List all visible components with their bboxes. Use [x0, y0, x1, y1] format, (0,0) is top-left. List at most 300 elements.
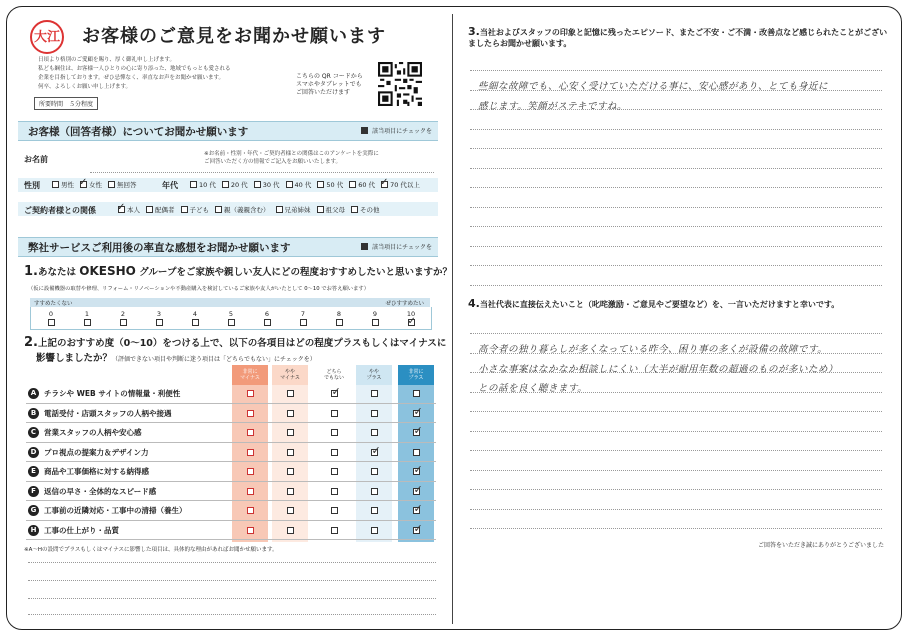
- matrix-cell[interactable]: [398, 444, 434, 462]
- checkbox[interactable]: [371, 390, 378, 397]
- age-option-label: 10 代: [199, 181, 216, 189]
- checkbox[interactable]: [331, 385, 341, 399]
- scale-number: 8: [336, 310, 342, 318]
- matrix-cell[interactable]: [398, 502, 434, 520]
- relation-option-label: 本人: [127, 206, 140, 214]
- note-line: ※お名前・性別・年代・ご契約者様との関係はこのアンケートを実際に: [204, 151, 379, 157]
- checkbox-wrap: [276, 206, 285, 214]
- checkbox[interactable]: [287, 449, 294, 456]
- gender-label: 性別: [24, 181, 40, 190]
- question-3: [468, 26, 888, 49]
- age-options: [190, 176, 426, 189]
- matrix-cell[interactable]: [316, 424, 352, 442]
- checkbox[interactable]: [371, 468, 378, 475]
- answer-line[interactable]: [470, 450, 882, 451]
- answer-line[interactable]: [470, 411, 882, 412]
- scale-number: 7: [300, 310, 306, 318]
- row-label: 商品や工事価格に対する納得感: [44, 467, 149, 476]
- checkbox[interactable]: [351, 206, 358, 213]
- checkbox[interactable]: [287, 527, 294, 534]
- checkbox-wrap: [108, 181, 117, 189]
- matrix-cell[interactable]: [272, 483, 308, 501]
- matrix-row: [26, 424, 436, 443]
- checkbox[interactable]: [247, 488, 254, 495]
- checkbox[interactable]: [371, 410, 378, 417]
- checkbox[interactable]: [287, 507, 294, 514]
- name-input-line[interactable]: [90, 172, 434, 173]
- checkbox[interactable]: [84, 319, 91, 326]
- row-label: 返信の早さ・全体的なスピード感: [44, 486, 157, 496]
- relation-label: ご契約者様との関係: [24, 206, 96, 215]
- checkbox[interactable]: [190, 181, 197, 188]
- checkbox-wrap: [181, 206, 190, 214]
- scale-number: 6: [264, 310, 270, 318]
- scale-option[interactable]: [225, 310, 237, 326]
- answer-line[interactable]: [470, 509, 882, 510]
- intro-line: 企業を目指しております。ぜひ忌憚なく、率直なお声をお聞かせ願います。: [38, 75, 225, 81]
- time-required-label: 所要時間 ５分程度: [34, 97, 98, 110]
- checkbox-wrap: [146, 206, 155, 214]
- checkbox[interactable]: [371, 527, 378, 534]
- question-number: 3.: [468, 25, 480, 38]
- q4-handwritten-answer: 小さな事案はなかなか相談しにくい（大半が耐用年数の超過のものが多いため）: [478, 364, 839, 375]
- matrix-row: [26, 463, 436, 482]
- checkbox[interactable]: [287, 410, 294, 417]
- company-seal-logo: 大江: [30, 20, 64, 54]
- relation-options: [117, 201, 386, 214]
- question-text: あなたは: [37, 267, 80, 278]
- gender-option[interactable]: [79, 176, 102, 189]
- matrix-cell[interactable]: [272, 502, 308, 520]
- checkbox[interactable]: [247, 449, 254, 456]
- checkbox[interactable]: [371, 443, 381, 457]
- row-badge: C: [28, 427, 39, 438]
- checkbox[interactable]: [413, 521, 423, 535]
- gender-option-label: 無回答: [117, 181, 137, 189]
- age-option-label: 60 代: [358, 181, 376, 189]
- qr-text-line: ご回答いただけます: [296, 89, 351, 96]
- checkbox[interactable]: [413, 463, 423, 477]
- row-label: 工事の仕上がり・品質: [44, 525, 119, 535]
- age-option[interactable]: [286, 180, 312, 189]
- scale-number: 4: [192, 310, 198, 318]
- checkbox-wrap: [190, 181, 199, 189]
- checkbox[interactable]: [413, 404, 423, 418]
- matrix-cell[interactable]: [272, 522, 308, 540]
- thanks-message: ご回答をいただき誠にありがとうございました: [757, 542, 884, 549]
- scale-number: 0: [48, 310, 54, 318]
- gender-option-label: 男性: [61, 181, 74, 189]
- relation-option[interactable]: [317, 205, 346, 214]
- checkbox[interactable]: [247, 507, 254, 514]
- check-mark-icon: ✓: [380, 176, 389, 188]
- relation-option[interactable]: [146, 205, 175, 214]
- checkbox-wrap: [215, 206, 224, 214]
- matrix-cell[interactable]: [356, 502, 392, 520]
- page-divider: [452, 14, 453, 624]
- scale-number: 1: [84, 310, 90, 318]
- checkbox[interactable]: [413, 449, 420, 456]
- gender-options: [52, 176, 143, 189]
- checkbox[interactable]: [247, 429, 254, 436]
- checkbox-wrap: [222, 181, 231, 189]
- checkbox[interactable]: [48, 319, 55, 326]
- matrix-footnote: ※A〜Hの設問でプラスもしくはマイナスに影響した項目は、具体的な理由があればお聞かせ願います。: [24, 547, 278, 553]
- checkbox-wrap: [317, 181, 326, 189]
- qr-text-line: こちらの QR コードから: [296, 73, 363, 80]
- row-badge: G: [28, 505, 39, 516]
- check-mark-icon: ✓: [413, 404, 423, 418]
- age-option-label: 20 代: [230, 181, 248, 189]
- matrix-row: [26, 385, 436, 404]
- check-hint-text: 該当項目にチェックを: [372, 128, 432, 135]
- note-line: ご回答いただく方の情報でご記入をお願いいたします。: [204, 159, 342, 165]
- age-option[interactable]: [254, 180, 280, 189]
- answer-line[interactable]: [470, 246, 882, 247]
- checkbox[interactable]: [317, 181, 324, 188]
- matrix-cell[interactable]: [316, 385, 352, 403]
- age-option-label: 70 代以上: [390, 181, 420, 189]
- checkbox[interactable]: [52, 181, 59, 188]
- check-square-icon: [361, 127, 368, 134]
- matrix-cell[interactable]: [232, 463, 268, 481]
- checkbox[interactable]: [156, 319, 163, 326]
- matrix-cell[interactable]: [232, 385, 268, 403]
- matrix-cell[interactable]: [232, 424, 268, 442]
- row-label: チラシや WEB サイトの情報量・利便性: [44, 389, 181, 398]
- checkbox[interactable]: [331, 527, 338, 534]
- check-hint: [361, 242, 432, 251]
- matrix-cell[interactable]: [398, 385, 434, 403]
- checkbox-wrap: [254, 181, 263, 189]
- checkbox[interactable]: [331, 468, 338, 475]
- checkbox[interactable]: [108, 181, 115, 188]
- scale-option[interactable]: [153, 310, 165, 326]
- intro-line: 私ども綱住は、お客様一人ひとりの心に寄り添った、地域でもっとも愛される: [38, 66, 231, 72]
- checkbox[interactable]: [247, 468, 254, 475]
- scale-option[interactable]: [405, 310, 417, 326]
- question-text: 上記のおすすめ度（0〜10）をつける上で、以下の各項目はどの程度プラスもしくはマイナスに: [37, 338, 447, 349]
- checkbox[interactable]: [287, 390, 294, 397]
- matrix-cell[interactable]: [356, 424, 392, 442]
- matrix-cell[interactable]: [356, 385, 392, 403]
- checkbox[interactable]: [247, 527, 254, 534]
- checkbox[interactable]: [413, 482, 423, 496]
- gender-option[interactable]: [108, 180, 137, 189]
- checkbox[interactable]: [331, 410, 338, 417]
- qr-instructions: [296, 73, 363, 97]
- answer-line[interactable]: [470, 528, 882, 529]
- checkbox[interactable]: [407, 316, 416, 327]
- intro-line: 日頃より格別のご愛顧を賜り、厚く御礼申し上げます。: [38, 57, 176, 63]
- scale-option[interactable]: [45, 310, 57, 326]
- answer-line[interactable]: [470, 285, 882, 286]
- reason-line[interactable]: [28, 614, 436, 615]
- checkbox[interactable]: [146, 206, 153, 213]
- question-1-note: （仮に設備機器の取替や修理、リフォーム・リノベーションや不動産購入を検討しているご家族や友人がいたとして 0〜10 でお答え願います）: [28, 286, 369, 292]
- checkbox[interactable]: [413, 390, 420, 397]
- relation-option[interactable]: [276, 205, 311, 214]
- matrix-cell[interactable]: [272, 424, 308, 442]
- checkbox[interactable]: [331, 429, 338, 436]
- answer-line[interactable]: [470, 431, 882, 432]
- scale-option[interactable]: [297, 310, 309, 326]
- row-label: 営業スタッフの人柄や安心感: [44, 428, 142, 437]
- scale-option[interactable]: [261, 310, 273, 326]
- check-mark-icon: ✓: [413, 521, 423, 535]
- answer-line[interactable]: [470, 333, 882, 334]
- scale-option[interactable]: [189, 310, 201, 326]
- checkbox-wrap: [349, 181, 358, 189]
- matrix-row: [26, 405, 436, 424]
- matrix-cell[interactable]: [316, 522, 352, 540]
- answer-line[interactable]: [470, 470, 882, 471]
- checkbox-wrap: [117, 201, 127, 214]
- question-number: 4.: [468, 297, 480, 310]
- row-label: プロ視点の提案力＆デザイン力: [44, 447, 149, 457]
- intro-line: 何卒、よろしくお願い申し上げます。: [38, 84, 132, 90]
- relation-option[interactable]: [117, 201, 140, 214]
- check-mark-icon: ✓: [413, 482, 423, 496]
- checkbox[interactable]: [413, 424, 423, 438]
- row-label: 電話受付・店頭スタッフの人柄や接遇: [44, 408, 172, 418]
- matrix-cell[interactable]: [398, 424, 434, 442]
- matrix-cell[interactable]: [316, 483, 352, 501]
- matrix-cell[interactable]: [398, 483, 434, 501]
- scale-option[interactable]: [81, 310, 93, 326]
- relation-option-label: その他: [360, 206, 380, 214]
- age-option-label: 30 代: [262, 181, 280, 189]
- checkbox[interactable]: [287, 468, 294, 475]
- matrix-column-header: やや マイナス: [272, 365, 308, 385]
- age-label: 年代: [162, 181, 178, 190]
- checkbox[interactable]: [222, 181, 229, 188]
- matrix-cell[interactable]: [272, 405, 308, 423]
- row-badge: F: [28, 486, 39, 497]
- checkbox[interactable]: [247, 410, 254, 417]
- service-section-header: [18, 237, 438, 257]
- intro-text: [38, 56, 308, 92]
- check-hint: [361, 126, 432, 135]
- scale-number: 9: [372, 310, 378, 318]
- customer-section-header: [18, 121, 438, 141]
- q3-handwritten-answer: 感じます。笑顔がステキですね。: [478, 101, 628, 112]
- scale-low-label: すすめたくない: [34, 301, 73, 307]
- check-mark-icon: ✓: [413, 502, 423, 516]
- checkbox[interactable]: [276, 206, 283, 213]
- section-title: 弊社サービスご利用後の率直な感想をお聞かせ願います: [28, 242, 291, 254]
- matrix-cell[interactable]: [316, 502, 352, 520]
- checkbox[interactable]: [317, 206, 324, 213]
- answer-line[interactable]: [470, 168, 882, 169]
- gender-option[interactable]: [52, 180, 74, 189]
- scale-number: 10: [406, 310, 416, 318]
- matrix-cell[interactable]: [272, 385, 308, 403]
- age-option[interactable]: [380, 176, 420, 189]
- checkbox[interactable]: [120, 319, 127, 326]
- matrix-column-header: 非常に マイナス: [232, 365, 268, 385]
- age-option[interactable]: [349, 180, 375, 189]
- checkbox[interactable]: [372, 319, 379, 326]
- check-mark-icon: ✓: [79, 176, 88, 188]
- checkbox[interactable]: [286, 181, 293, 188]
- matrix-column-header: やや プラス: [356, 365, 392, 385]
- question-text: 当社およびスタッフの印象と記憶に残ったエピソード、またご不安・ご不満・改善点など感じられたことがございましたらお聞かせ願います。: [468, 28, 888, 48]
- name-label: お名前: [24, 155, 48, 164]
- matrix-row: [26, 444, 436, 463]
- matrix-cell[interactable]: [356, 463, 392, 481]
- matrix-cell[interactable]: [232, 522, 268, 540]
- recommend-scale: [30, 307, 432, 330]
- scale-option[interactable]: [333, 310, 345, 326]
- checkbox[interactable]: [300, 319, 307, 326]
- checkbox[interactable]: [181, 206, 188, 213]
- check-mark-icon: ✓: [407, 316, 416, 327]
- age-option[interactable]: [317, 180, 343, 189]
- q3-handwritten-answer: 些細な故障でも、心安く受けていただける事に、安心感があり、とても身近に: [478, 81, 829, 92]
- scale-number: 5: [228, 310, 234, 318]
- checkbox[interactable]: [371, 488, 378, 495]
- question-text: 影響しましたか？: [36, 353, 113, 364]
- question-1: [24, 264, 452, 279]
- relation-option[interactable]: [351, 205, 380, 214]
- checkbox[interactable]: [287, 488, 294, 495]
- question-4: [468, 298, 888, 310]
- matrix-row: [26, 483, 436, 502]
- answer-line[interactable]: [470, 226, 882, 227]
- matrix-cell[interactable]: [316, 444, 352, 462]
- checkbox[interactable]: [192, 319, 199, 326]
- scale-high-label: ぜひすすめたい: [385, 301, 424, 307]
- checkbox-wrap: [351, 206, 360, 214]
- reason-line[interactable]: [28, 580, 436, 581]
- age-option[interactable]: [222, 180, 248, 189]
- checkbox[interactable]: [254, 181, 261, 188]
- age-option-label: 50 代: [326, 181, 344, 189]
- question-2-line2: [36, 350, 316, 364]
- matrix-cell[interactable]: [398, 522, 434, 540]
- check-mark-icon: ✓: [331, 385, 341, 399]
- scale-header: [30, 298, 430, 307]
- answer-line[interactable]: [470, 265, 882, 266]
- relation-option-label: 親（義親含む）: [224, 206, 270, 214]
- checkbox-wrap: [79, 176, 89, 189]
- check-mark-icon: ✓: [371, 443, 381, 457]
- page-title: お客様のご意見をお聞かせ願います: [82, 26, 386, 47]
- answer-line[interactable]: [470, 489, 882, 490]
- row-badge: A: [28, 388, 39, 399]
- relation-option[interactable]: [215, 205, 270, 214]
- checkbox[interactable]: [215, 206, 222, 213]
- row-badge: B: [28, 408, 39, 419]
- matrix-cell[interactable]: [316, 463, 352, 481]
- question-2: [24, 335, 446, 350]
- matrix-cell[interactable]: [272, 463, 308, 481]
- scale-option[interactable]: [117, 310, 129, 326]
- checkbox[interactable]: [413, 502, 423, 516]
- qr-code-icon[interactable]: [378, 62, 422, 106]
- question-text: 当社代表に直接伝えたいこと（叱咤激励・ご意見やご要望など）を、一言いただけますと幸いです。: [479, 300, 840, 309]
- matrix-cell[interactable]: [232, 405, 268, 423]
- checkbox[interactable]: [331, 488, 338, 495]
- question-number: 1.: [24, 264, 38, 279]
- relation-option-label: 祖父母: [325, 206, 345, 214]
- matrix-column-header: どちら でもない: [323, 369, 344, 381]
- checkbox[interactable]: [371, 429, 378, 436]
- checkbox[interactable]: [371, 507, 378, 514]
- checkbox-wrap: [52, 181, 61, 189]
- scale-number: 2: [120, 310, 126, 318]
- row-badge: E: [28, 466, 39, 477]
- matrix-cell[interactable]: [356, 522, 392, 540]
- checkbox-wrap: [286, 181, 295, 189]
- gender-option-label: 女性: [89, 181, 102, 189]
- check-hint-text: 該当項目にチェックを: [372, 244, 432, 251]
- matrix-cell[interactable]: [232, 483, 268, 501]
- matrix-cell[interactable]: [272, 444, 308, 462]
- row-badge: D: [28, 447, 39, 458]
- matrix-row: [26, 522, 436, 541]
- scale-option[interactable]: [369, 310, 381, 326]
- answer-line[interactable]: [470, 207, 882, 208]
- matrix-cell[interactable]: [398, 463, 434, 481]
- question-number: 2.: [24, 335, 38, 350]
- matrix-cell[interactable]: [356, 483, 392, 501]
- answer-line[interactable]: [470, 187, 882, 188]
- matrix-row: [26, 502, 436, 521]
- checkbox[interactable]: [331, 507, 338, 514]
- checkbox[interactable]: [331, 449, 338, 456]
- checkbox[interactable]: [287, 429, 294, 436]
- reason-line[interactable]: [28, 562, 436, 563]
- check-mark-icon: ✓: [413, 424, 423, 438]
- section-title: お客様（回答者様）についてお聞かせ願います: [28, 126, 249, 138]
- relation-option[interactable]: [181, 205, 210, 214]
- name-note: [204, 150, 379, 166]
- matrix-cell[interactable]: [232, 502, 268, 520]
- checkbox[interactable]: [336, 319, 343, 326]
- checkbox-wrap: [380, 176, 390, 189]
- check-square-icon: [361, 243, 368, 250]
- checkbox[interactable]: [247, 390, 254, 397]
- matrix-cell[interactable]: [356, 444, 392, 462]
- answer-line[interactable]: [470, 148, 882, 149]
- matrix-cell[interactable]: [356, 405, 392, 423]
- scale-number: 3: [156, 310, 162, 318]
- matrix-cell[interactable]: [316, 405, 352, 423]
- checkbox[interactable]: [264, 319, 271, 326]
- relation-option-label: 配偶者: [155, 206, 175, 214]
- check-mark-icon: ✓: [413, 463, 423, 477]
- matrix-cell[interactable]: [398, 405, 434, 423]
- answer-line[interactable]: [470, 70, 882, 71]
- age-option-label: 40 代: [294, 181, 312, 189]
- check-mark-icon: ✓: [117, 201, 126, 213]
- reason-line[interactable]: [28, 598, 436, 599]
- matrix-cell[interactable]: [232, 444, 268, 462]
- brand-name: OKESHO: [79, 264, 136, 278]
- checkbox-wrap: [317, 206, 326, 214]
- relation-option-label: 子ども: [189, 206, 209, 214]
- age-option[interactable]: [190, 180, 216, 189]
- q4-handwritten-answer: との話を良く聴きます。: [478, 383, 588, 394]
- answer-line[interactable]: [470, 129, 882, 130]
- row-badge: H: [28, 525, 39, 536]
- checkbox[interactable]: [349, 181, 356, 188]
- question-note: （評価できない項目や判断に迷う項目は「どちらでもない」にチェックを）: [112, 356, 316, 363]
- checkbox[interactable]: [228, 319, 235, 326]
- row-label: 工事前の近隣対応・工事中の清掃（養生）: [44, 506, 187, 515]
